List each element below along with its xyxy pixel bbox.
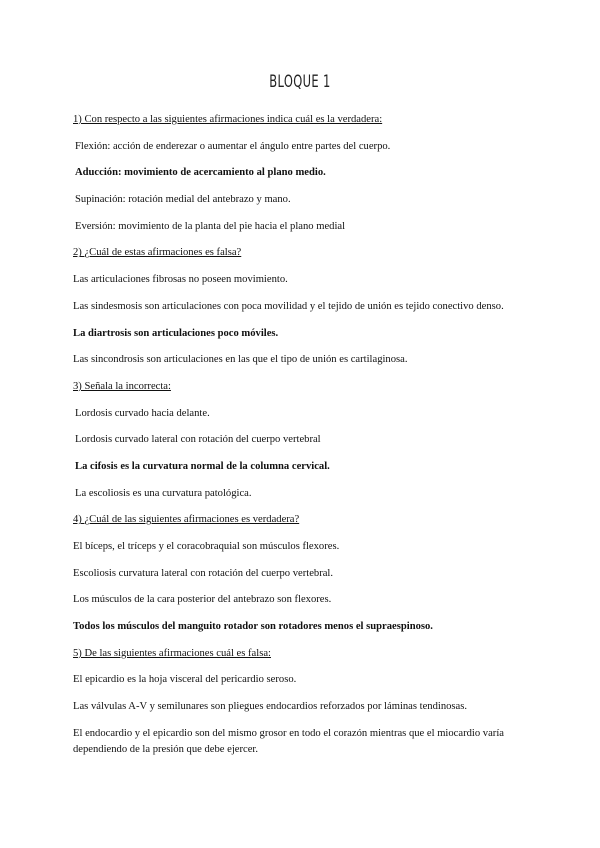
answer-option: Supinación: rotación medial del antebrazo y mano. (75, 194, 291, 206)
answer-option: La escoliosis es una curvatura patológica. (75, 487, 252, 499)
correct-answer-option: Aducción: movimiento de acercamiento al plano medio. (75, 167, 326, 179)
answer-option: Escoliosis curvatura lateral con rotación del cuerpo vertebral. (73, 567, 334, 579)
question-prompt: 1) Con respecto a las siguientes afirmaciones indica cuál es la verdadera: (73, 114, 383, 125)
answer-option: Eversión: movimiento de la planta del pie hacia el plano medial (75, 220, 346, 232)
answer-option: Las sincondrosis son articulaciones en las que el tipo de unión es cartilaginosa. (73, 354, 408, 366)
answer-option: El endocardio y el epicardio son del mismo grosor en todo el corazón mientras que el miocardio varía dependiendo de la presión que debe ejercer. (73, 727, 504, 755)
question-list (73, 113, 533, 758)
question-prompt: 4) ¿Cuál de las siguientes afirmaciones es verdadera? (73, 514, 300, 526)
page-title: BLOQUE 1 (269, 72, 331, 92)
answer-option: El bíceps, el tríceps y el coracobraquial son músculos flexores. (73, 541, 340, 552)
answer-option: Las válvulas A-V y semilunares son pliegues endocardios reforzados por láminas tendinosas. (73, 701, 468, 713)
answer-option: Lordosis curvado lateral con rotación del cuerpo vertebral (75, 434, 321, 446)
answer-option: El epicardio es la hoja visceral del pericardio seroso. (73, 674, 297, 686)
question-prompt: 3) Señala la incorrecta: (73, 380, 171, 392)
answer-option: Lordosis curvado hacia delante. (75, 407, 210, 419)
question-prompt: 2) ¿Cuál de estas afirmaciones es falsa? (73, 247, 242, 259)
correct-answer-option: Todos los músculos del manguito rotador son rotadores menos el supraespinoso. (73, 621, 433, 633)
answer-option: Flexión: acción de enderezar o aumentar el ángulo entre partes del cuerpo. (75, 140, 391, 152)
correct-answer-option: La cifosis es la curvatura normal de la columna cervical. (75, 460, 330, 472)
question-prompt: 5) De las siguientes afirmaciones cuál es falsa: (73, 647, 271, 659)
answer-option: Las articulaciones fibrosas no poseen movimiento. (73, 274, 288, 286)
answer-option: Los músculos de la cara posterior del antebrazo son flexores. (73, 594, 332, 606)
correct-answer-option: La diartrosis son articulaciones poco móviles. (73, 327, 279, 339)
answer-option: Las sindesmosis son articulaciones con poca movilidad y el tejido de unión es tejido conectivo denso. (73, 300, 504, 312)
